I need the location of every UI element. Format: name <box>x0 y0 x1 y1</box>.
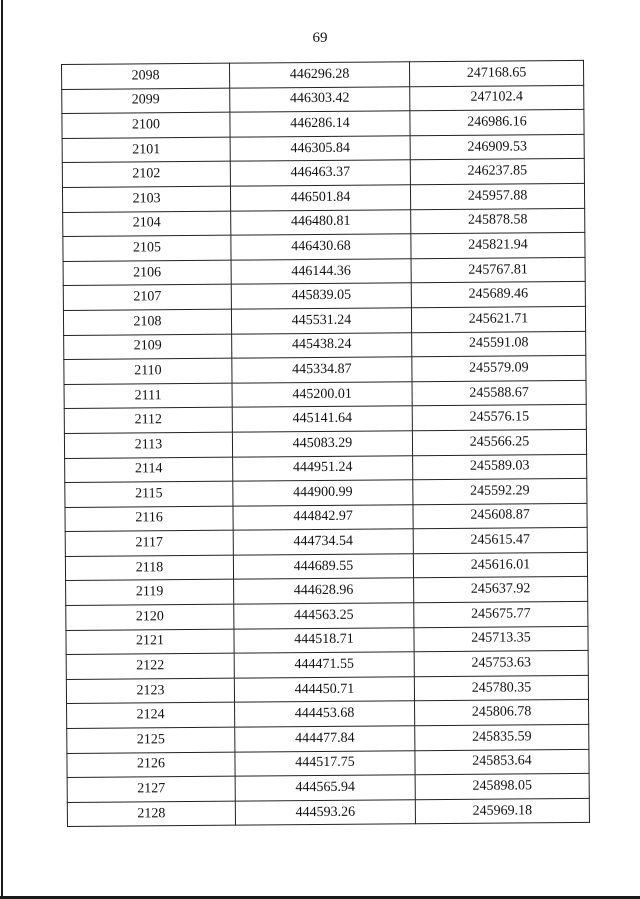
y-coordinate-cell: 245591.08 <box>412 331 586 357</box>
y-coordinate-cell: 245621.71 <box>411 306 585 332</box>
point-number-cell: 2102 <box>62 162 230 188</box>
point-number-cell: 2123 <box>66 678 234 704</box>
point-number-cell: 2101 <box>62 137 230 163</box>
point-number-cell: 2115 <box>65 481 233 507</box>
point-number-cell: 2125 <box>67 727 235 753</box>
y-coordinate-cell: 247168.65 <box>409 60 583 86</box>
point-number-cell: 2108 <box>63 309 231 335</box>
x-coordinate-cell: 446286.14 <box>230 111 410 137</box>
x-coordinate-cell: 444471.55 <box>234 652 414 678</box>
y-coordinate-cell: 245878.58 <box>411 208 585 234</box>
x-coordinate-cell: 444734.54 <box>233 529 413 555</box>
point-number-cell: 2124 <box>67 703 235 729</box>
point-number-cell: 2128 <box>67 801 235 827</box>
x-coordinate-cell: 445839.05 <box>231 283 411 309</box>
x-coordinate-cell: 444842.97 <box>233 504 413 530</box>
point-number-cell: 2111 <box>64 383 232 409</box>
y-coordinate-cell: 245713.35 <box>414 626 588 652</box>
y-coordinate-cell: 245806.78 <box>415 700 589 726</box>
y-coordinate-cell: 247102.4 <box>410 85 584 111</box>
point-number-cell: 2100 <box>62 112 230 138</box>
y-coordinate-cell: 245957.88 <box>410 183 584 209</box>
x-coordinate-cell: 445200.01 <box>232 381 412 407</box>
y-coordinate-cell: 245637.92 <box>414 577 588 603</box>
point-number-cell: 2118 <box>65 555 233 581</box>
point-number-cell: 2103 <box>62 186 230 212</box>
y-coordinate-cell: 245821.94 <box>411 233 585 259</box>
y-coordinate-cell: 245689.46 <box>411 282 585 308</box>
x-coordinate-cell: 444628.96 <box>234 578 414 604</box>
point-number-cell: 2116 <box>65 506 233 532</box>
x-coordinate-cell: 446501.84 <box>230 185 410 211</box>
page-number: 69 <box>312 30 328 46</box>
point-number-cell: 2104 <box>63 211 231 237</box>
x-coordinate-cell: 444689.55 <box>233 554 413 580</box>
point-number-cell: 2112 <box>64 407 232 433</box>
point-number-cell: 2113 <box>64 432 232 458</box>
point-number-cell: 2105 <box>63 235 231 261</box>
x-coordinate-cell: 446480.81 <box>231 209 411 235</box>
y-coordinate-cell: 245753.63 <box>414 651 588 677</box>
x-coordinate-cell: 444563.25 <box>234 603 414 629</box>
x-coordinate-cell: 446463.37 <box>230 160 410 186</box>
x-coordinate-cell: 445083.29 <box>232 431 412 457</box>
x-coordinate-cell: 444951.24 <box>233 455 413 481</box>
x-coordinate-cell: 444565.94 <box>235 775 415 801</box>
point-number-cell: 2127 <box>67 776 235 802</box>
x-coordinate-cell: 446430.68 <box>231 234 411 260</box>
point-number-cell: 2098 <box>62 63 230 89</box>
x-coordinate-cell: 444477.84 <box>235 726 415 752</box>
point-number-cell: 2107 <box>63 285 231 311</box>
y-coordinate-cell: 245780.35 <box>414 675 588 701</box>
y-coordinate-cell: 245592.29 <box>413 478 587 504</box>
coordinates-table-container <box>61 60 589 827</box>
point-number-cell: 2122 <box>66 653 234 679</box>
x-coordinate-cell: 445531.24 <box>231 308 411 334</box>
y-coordinate-cell: 245566.25 <box>412 429 586 455</box>
point-number-cell: 2110 <box>64 358 232 384</box>
point-number-cell: 2121 <box>66 629 234 655</box>
y-coordinate-cell: 245675.77 <box>414 601 588 627</box>
scan-edge-left <box>1 0 3 899</box>
point-number-cell: 2114 <box>65 457 233 483</box>
table-row <box>67 798 589 827</box>
y-coordinate-cell: 245898.05 <box>415 774 589 800</box>
x-coordinate-cell: 444900.99 <box>233 480 413 506</box>
x-coordinate-cell: 446144.36 <box>231 259 411 285</box>
point-number-cell: 2120 <box>66 604 234 630</box>
point-number-cell: 2119 <box>66 580 234 606</box>
y-coordinate-cell: 245616.01 <box>413 552 587 578</box>
y-coordinate-cell: 245615.47 <box>413 528 587 554</box>
x-coordinate-cell: 445141.64 <box>232 406 412 432</box>
y-coordinate-cell: 245853.64 <box>415 749 589 775</box>
x-coordinate-cell: 444593.26 <box>235 800 415 826</box>
y-coordinate-cell: 245835.59 <box>415 724 589 750</box>
table-body <box>62 60 590 826</box>
x-coordinate-cell: 444517.75 <box>235 750 415 776</box>
x-coordinate-cell: 445334.87 <box>232 357 412 383</box>
coordinates-table <box>61 60 590 827</box>
x-coordinate-cell: 446305.84 <box>230 136 410 162</box>
y-coordinate-cell: 246909.53 <box>410 134 584 160</box>
x-coordinate-cell: 446296.28 <box>229 62 409 88</box>
y-coordinate-cell: 246986.16 <box>410 110 584 136</box>
x-coordinate-cell: 446303.42 <box>230 86 410 112</box>
y-coordinate-cell: 246237.85 <box>410 159 584 185</box>
y-coordinate-cell: 245608.87 <box>413 503 587 529</box>
x-coordinate-cell: 445438.24 <box>232 332 412 358</box>
y-coordinate-cell: 245767.81 <box>411 257 585 283</box>
x-coordinate-cell: 444450.71 <box>234 677 414 703</box>
y-coordinate-cell: 245969.18 <box>415 798 589 824</box>
point-number-cell: 2109 <box>64 334 232 360</box>
x-coordinate-cell: 444453.68 <box>235 701 415 727</box>
point-number-cell: 2099 <box>62 88 230 114</box>
y-coordinate-cell: 245589.03 <box>413 454 587 480</box>
y-coordinate-cell: 245576.15 <box>412 405 586 431</box>
point-number-cell: 2117 <box>65 530 233 556</box>
y-coordinate-cell: 245579.09 <box>412 356 586 382</box>
y-coordinate-cell: 245588.67 <box>412 380 586 406</box>
point-number-cell: 2106 <box>63 260 231 286</box>
x-coordinate-cell: 444518.71 <box>234 627 414 653</box>
point-number-cell: 2126 <box>67 752 235 778</box>
